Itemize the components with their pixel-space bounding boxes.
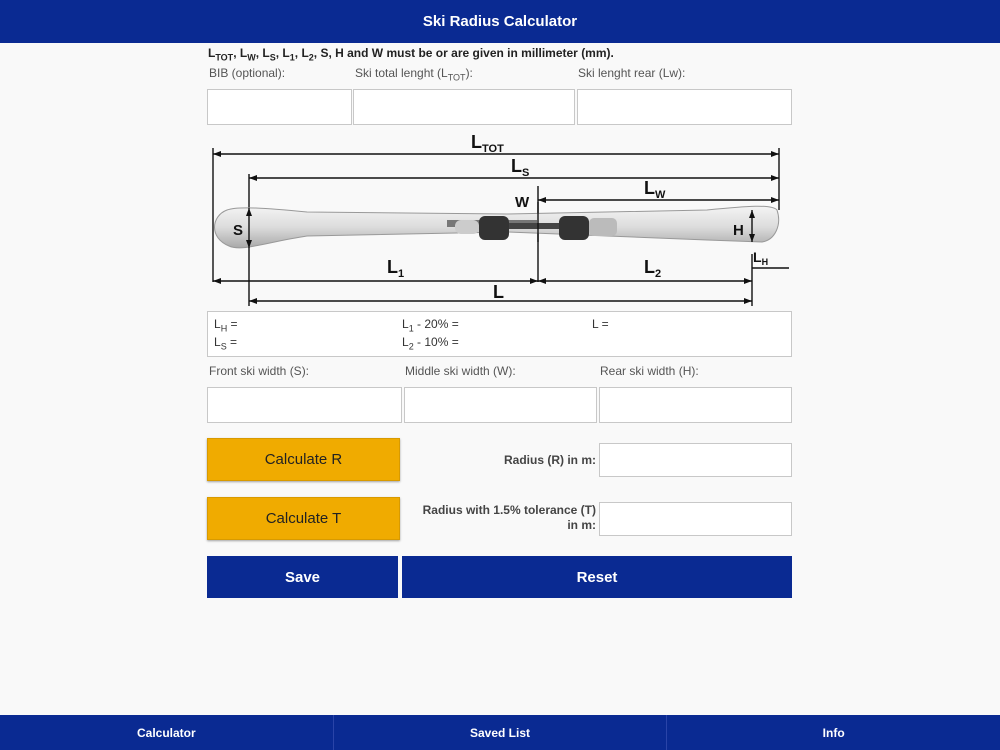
dim-s: S (233, 222, 244, 239)
dim-lh: $L_H$ (753, 249, 769, 267)
result-l: L = (592, 317, 609, 331)
tab-info[interactable]: Info (822, 725, 845, 740)
dim-lw: $L_W$ (644, 178, 666, 201)
dim-w: W (515, 194, 530, 211)
tab-calculator[interactable]: Calculator (0, 715, 334, 750)
dim-l2: $L_2$ (644, 257, 662, 280)
dim-l: L (493, 282, 504, 302)
bib-label: BIB (optional): (209, 66, 286, 80)
total-length-label: Ski total lenght $(L_{TOT})$: (355, 66, 473, 83)
app-header (0, 0, 1000, 43)
middle-width-label: Middle ski width (W): (405, 364, 516, 378)
rear-width-input[interactable] (599, 387, 792, 423)
result-ls: $L_S$ = (214, 335, 238, 352)
front-width-input[interactable] (207, 387, 402, 423)
tab-saved-list[interactable]: Saved List (334, 715, 668, 750)
save-button[interactable]: Save (207, 556, 398, 598)
results-box (207, 311, 792, 357)
radius-t-label: Radius with 1.5% tolerance (T) in m: (422, 503, 596, 532)
result-l1: $L_1 - 20\%$ = (402, 317, 459, 334)
calculate-t-button[interactable]: Calculate T (207, 497, 400, 540)
rear-length-input[interactable] (577, 89, 792, 125)
rear-width-label: Rear ski width (H): (600, 364, 699, 378)
total-length-input[interactable] (353, 89, 575, 125)
bib-input[interactable] (207, 89, 352, 125)
middle-width-input[interactable] (404, 387, 597, 423)
front-width-label: Front ski width (S): (209, 364, 310, 378)
result-l2: $L_2 - 10\%$ = (402, 335, 459, 352)
bottom-nav (0, 715, 1000, 750)
dim-l1: $L_1$ (387, 257, 405, 280)
rear-length-label: Ski lenght rear (Lw): (578, 66, 686, 80)
radius-r-output[interactable] (599, 443, 792, 477)
units-note: $L_{TOT}$, $L_W$, $L_S$, $L_1$, $L_2$, S, H and W must be or are given in millimeter (mm). (208, 46, 614, 63)
reset-button[interactable]: Reset (402, 556, 792, 598)
dim-ls: $L_S$ (511, 156, 530, 179)
dim-ltot: $L_{TOT}$ (471, 132, 504, 155)
page-title: Ski Radius Calculator (422, 13, 578, 30)
ski-diagram (207, 130, 792, 310)
radius-t-output[interactable] (599, 502, 792, 536)
result-lh: $L_H$ = (214, 317, 238, 334)
dim-h: H (733, 222, 744, 239)
radius-r-label: Radius (R) in m: (504, 453, 596, 467)
calculate-r-button[interactable]: Calculate R (207, 438, 400, 481)
